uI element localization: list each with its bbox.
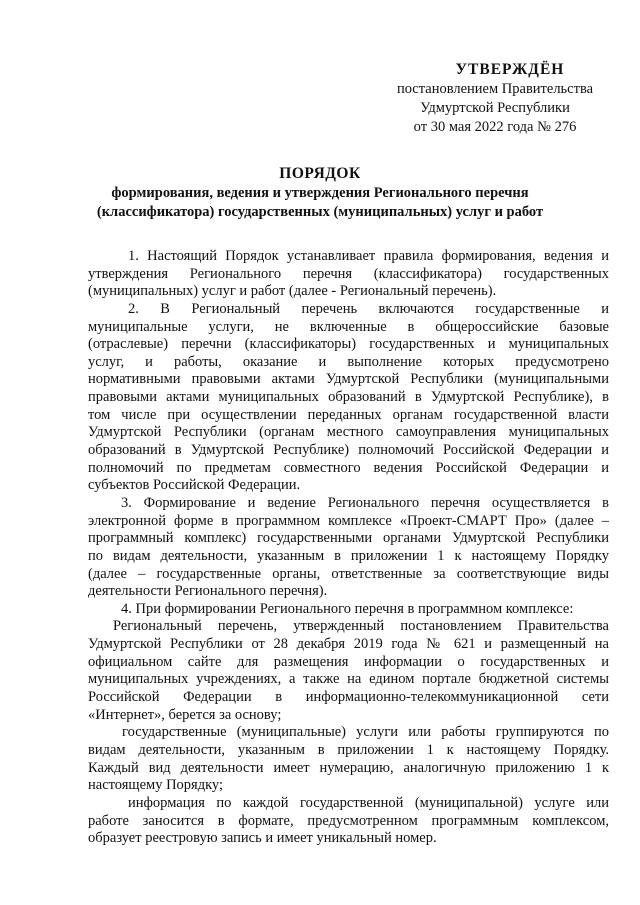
body-line: Региональный перечень, утвержденный постановлением Правительства bbox=[113, 618, 609, 635]
body-line: (далее – государственные органы, ответственные за соответствующие виды bbox=[88, 565, 609, 582]
body-line: информация по каждой государственной (муниципальной) услуге или bbox=[128, 794, 609, 811]
document-body bbox=[88, 248, 609, 848]
body-line: 3. Формирование и ведение Регионального перечня осуществляется в bbox=[121, 494, 609, 511]
approval-line: постановлением Правительства bbox=[396, 81, 594, 97]
body-line: электронной форме в программном комплексе «Проект-СМАРТ Про» (далее – bbox=[88, 512, 609, 529]
body-line: нормативными правовыми актами Удмуртской Республики (муниципальными bbox=[88, 371, 609, 388]
body-line: официальном сайте для размещения информации о государственных и bbox=[88, 653, 609, 670]
body-line: видам деятельности, указанным в приложении 1 к настоящему Порядку. bbox=[88, 741, 609, 758]
body-line: полномочий по предметам совместного ведения Российской Федерации и bbox=[88, 459, 609, 476]
body-line: Удмуртской Республики от 28 декабря 2019 года № 621 и размещенный на bbox=[88, 636, 609, 653]
body-line: муниципальных учреждениях, а также на едином портале бюджетной системы bbox=[88, 671, 609, 688]
body-line: «Интернет», берется за основу; bbox=[88, 706, 282, 723]
body-line: субъектов Российской Федерации. bbox=[88, 477, 301, 494]
document-subtitle-line: (классификатора) государственных (муниципальных) услуг и работ bbox=[96, 204, 544, 220]
body-line: (отраслевые) перечни (классификаторы) государственных и муниципальных bbox=[88, 336, 609, 353]
body-line: 2. В Региональный перечень включаются государственные и bbox=[128, 300, 609, 317]
body-line: Удмуртской Республики (органам местного самоуправления муниципальных bbox=[88, 424, 609, 441]
body-line: деятельности Регионального перечня). bbox=[88, 583, 328, 600]
body-line: 1. Настоящий Порядок устанавливает правила формирования, ведения и bbox=[128, 248, 609, 264]
approval-line: от 30 мая 2022 года № 276 bbox=[413, 119, 577, 135]
document-title-block bbox=[60, 164, 580, 222]
body-line: Каждый вид деятельности имеет нумерацию, аналогичную приложению 1 к bbox=[88, 759, 609, 776]
body-line: настоящему Порядку; bbox=[88, 777, 224, 794]
body-line: Российской Федерации в информационно-телекоммуникационной сети bbox=[88, 689, 609, 706]
body-line: том числе при осуществлении переданных органам государственной власти bbox=[88, 406, 609, 423]
approval-title: УТВЕРЖДЁН bbox=[455, 61, 565, 78]
body-line: (муниципальных) услуг и работ (далее - Региональный перечень). bbox=[88, 283, 497, 300]
approval-stamp-block bbox=[380, 60, 610, 137]
body-line: услуг, и работы, оказание и выполнение которых предусмотрено bbox=[88, 353, 609, 370]
approval-line: Удмуртской Республики bbox=[420, 100, 570, 116]
body-line: 4. При формировании Регионального перечня в программном комплексе: bbox=[121, 600, 574, 617]
body-line: образует реестровую запись и имеет уникальный номер. bbox=[88, 830, 437, 847]
body-line: программный комплекс) государственными органами Удмуртской Республики bbox=[88, 530, 609, 547]
document-title: ПОРЯДОК bbox=[279, 165, 361, 182]
body-line: муниципальные услуги, не включенные в общероссийские базовые bbox=[88, 318, 609, 335]
body-line: утверждения Регионального перечня (классификатора) государственных bbox=[88, 265, 609, 282]
body-line: правовыми актами муниципальных образований в Удмуртской Республике), в bbox=[88, 389, 609, 406]
body-line: по видам деятельности, указанным в приложении 1 к настоящему Порядку bbox=[88, 547, 609, 564]
body-line: образований в Удмуртской Республике) полномочий Российской Федерации и bbox=[88, 442, 609, 459]
body-line: работе заносится в формате, предусмотренном программным комплексом, bbox=[88, 812, 609, 829]
document-subtitle-line: формирования, ведения и утверждения Регионального перечня bbox=[111, 185, 529, 201]
body-line: государственные (муниципальные) услуги или работы группируются по bbox=[122, 724, 609, 741]
